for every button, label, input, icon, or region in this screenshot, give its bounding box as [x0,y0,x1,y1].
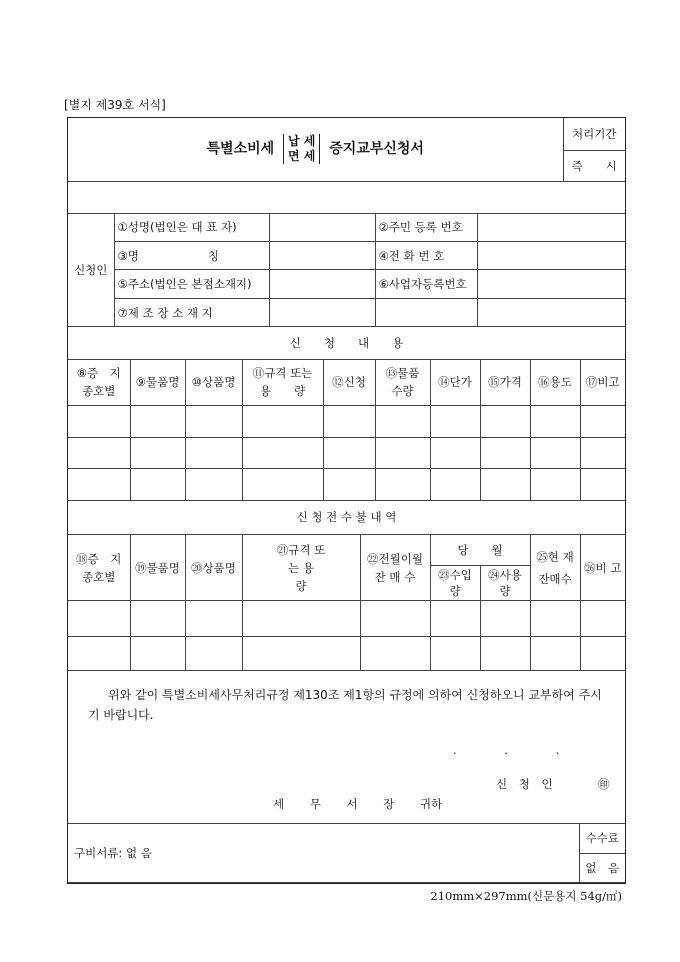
applicant-signature-label: 신 청 인 [496,777,557,791]
table-row [68,601,625,637]
stamp-type-header: ⑱증 지 종호별 [68,535,130,601]
table-cell[interactable] [480,468,530,500]
name-label: ①성명(법인은 대 표 자) [114,214,269,242]
factory-location-label: ⑦제 조 장 소 재 지 [114,299,269,327]
table-cell[interactable] [580,601,625,637]
table-cell[interactable] [580,405,625,437]
table-cell[interactable] [242,468,323,500]
request-header-7: ⑮가격 [480,359,530,405]
table-row [68,437,625,468]
product-name-header: ⑳상품명 [185,535,242,601]
table-cell[interactable] [185,601,242,637]
table-cell[interactable] [242,601,360,637]
table-cell[interactable] [242,637,360,671]
table-cell[interactable] [530,468,580,500]
table-cell[interactable] [242,405,323,437]
table-cell[interactable] [480,637,530,671]
table-cell[interactable] [68,468,130,500]
table-cell[interactable] [185,637,242,671]
current-balance-header: ㉕현 재 잔매수 [530,535,580,601]
table-cell[interactable] [185,437,242,468]
table-row [68,468,625,500]
footer-table [68,824,625,883]
received-qty-header: ㉓수입 량 [430,566,480,601]
statement-text: 위와 같이 특별소비세사무처리규정 제130조 제1항의 규정에 의하여 신청하오니 교부하여 주시기 바랍니다. [88,688,602,722]
table-cell[interactable] [130,637,185,671]
company-name-field[interactable] [269,242,375,270]
table-cell[interactable] [580,637,625,671]
paper-size: 210mm×297mm(신문용지 54g/㎡) [430,889,622,903]
table-cell[interactable] [130,437,185,468]
request-header-9: ⑰비고 [580,359,625,405]
table-cell[interactable] [430,468,480,500]
factory-location-field[interactable] [269,299,375,327]
table-cell[interactable] [68,405,130,437]
request-section-title: 신 청 내 용 [68,327,625,359]
history-table [68,501,625,672]
spec-header: ㉑규격 또는 용 량 [242,535,360,601]
fee-value: 없 음 [579,853,625,882]
table-cell[interactable] [375,468,430,500]
table-cell[interactable] [323,468,375,500]
blank-row [68,181,625,213]
table-cell[interactable] [185,405,242,437]
table-cell[interactable] [68,637,130,671]
phone-label: ④전 화 번 호 [375,242,477,270]
resident-number-label: ②주민 등록 번호 [375,214,477,242]
table-cell[interactable] [242,437,323,468]
phone-field[interactable] [477,242,625,270]
table-cell[interactable] [360,637,430,671]
table-cell[interactable] [130,468,185,500]
address-label: ⑤주소(법인은 본점소재지) [114,270,269,299]
application-form [67,117,626,884]
processing-value: 즉 시 [563,150,625,181]
table-cell[interactable] [530,637,580,671]
table-cell[interactable] [580,437,625,468]
table-cell[interactable] [480,601,530,637]
request-header-8: ⑯용도 [530,359,580,405]
applicant-table [68,214,625,328]
fee-label: 수수료 [579,824,625,853]
request-header-5: ⑬물품 수량 [375,359,430,405]
address-field[interactable] [269,270,375,299]
table-cell[interactable] [323,437,375,468]
table-cell[interactable] [530,405,580,437]
note-header: ㉖비 고 [580,535,625,601]
request-header-3: ⑪규격 또는 용 량 [242,359,323,405]
resident-number-field[interactable] [477,214,625,242]
table-cell[interactable] [130,405,185,437]
table-row [68,637,625,671]
request-header-6: ⑭단가 [430,359,480,405]
table-cell[interactable] [68,437,130,468]
table-cell[interactable] [185,468,242,500]
history-section-title: 신 청 전 수 불 내 역 [68,501,625,535]
header-table [68,118,625,214]
table-cell[interactable] [323,405,375,437]
required-documents: 구비서류: 없 음 [68,824,579,882]
title-suffix: 증지교부신청서 [329,141,424,158]
name-field[interactable] [269,214,375,242]
request-header-1: ⑨물품명 [130,359,185,405]
request-header-0: ⑧증 지 종호별 [68,359,130,405]
carryover-header: ㉒전월이월 잔 매 수 [360,535,430,601]
addressee: 세 무 서 장 귀하 [273,797,443,811]
applicant-label: 신청인 [68,214,114,327]
table-cell[interactable] [480,405,530,437]
form-title [68,118,563,181]
table-cell[interactable] [68,601,130,637]
item-name-header: ⑲물품명 [130,535,185,601]
form-number: [별지 제39호 서식] [64,98,166,112]
table-cell[interactable] [480,437,530,468]
factory-location-field-2[interactable] [375,299,477,327]
statement-block [68,671,625,824]
factory-location-field-3[interactable] [477,299,625,327]
table-row [68,405,625,437]
table-cell[interactable] [580,468,625,500]
table-cell[interactable] [430,405,480,437]
request-table [68,327,625,501]
option-tax-exemption: 면 세 [288,149,316,164]
title-prefix: 특별소비세 [206,141,275,158]
request-header-4: ⑫신청 [323,359,375,405]
business-number-field[interactable] [477,270,625,299]
table-cell[interactable] [430,437,480,468]
table-cell[interactable] [375,437,430,468]
table-cell[interactable] [130,601,185,637]
company-name-label: ③명 칭 [114,242,269,270]
seal-icon: ㊞ [598,777,610,791]
request-header-2: ⑩상품명 [185,359,242,405]
table-cell[interactable] [530,601,580,637]
table-cell[interactable] [430,637,480,671]
date-field[interactable]: . . . [453,743,582,757]
business-number-label: ⑥사업자등록번호 [375,270,477,299]
table-cell[interactable] [375,405,430,437]
table-cell[interactable] [360,601,430,637]
current-month-header: 당 월 [430,535,530,566]
table-cell[interactable] [530,437,580,468]
option-tax-payment: 납 세 [288,134,316,149]
table-cell[interactable] [430,601,480,637]
used-qty-header: ㉔사용 량 [480,566,530,601]
processing-label: 처리기간 [563,118,625,150]
